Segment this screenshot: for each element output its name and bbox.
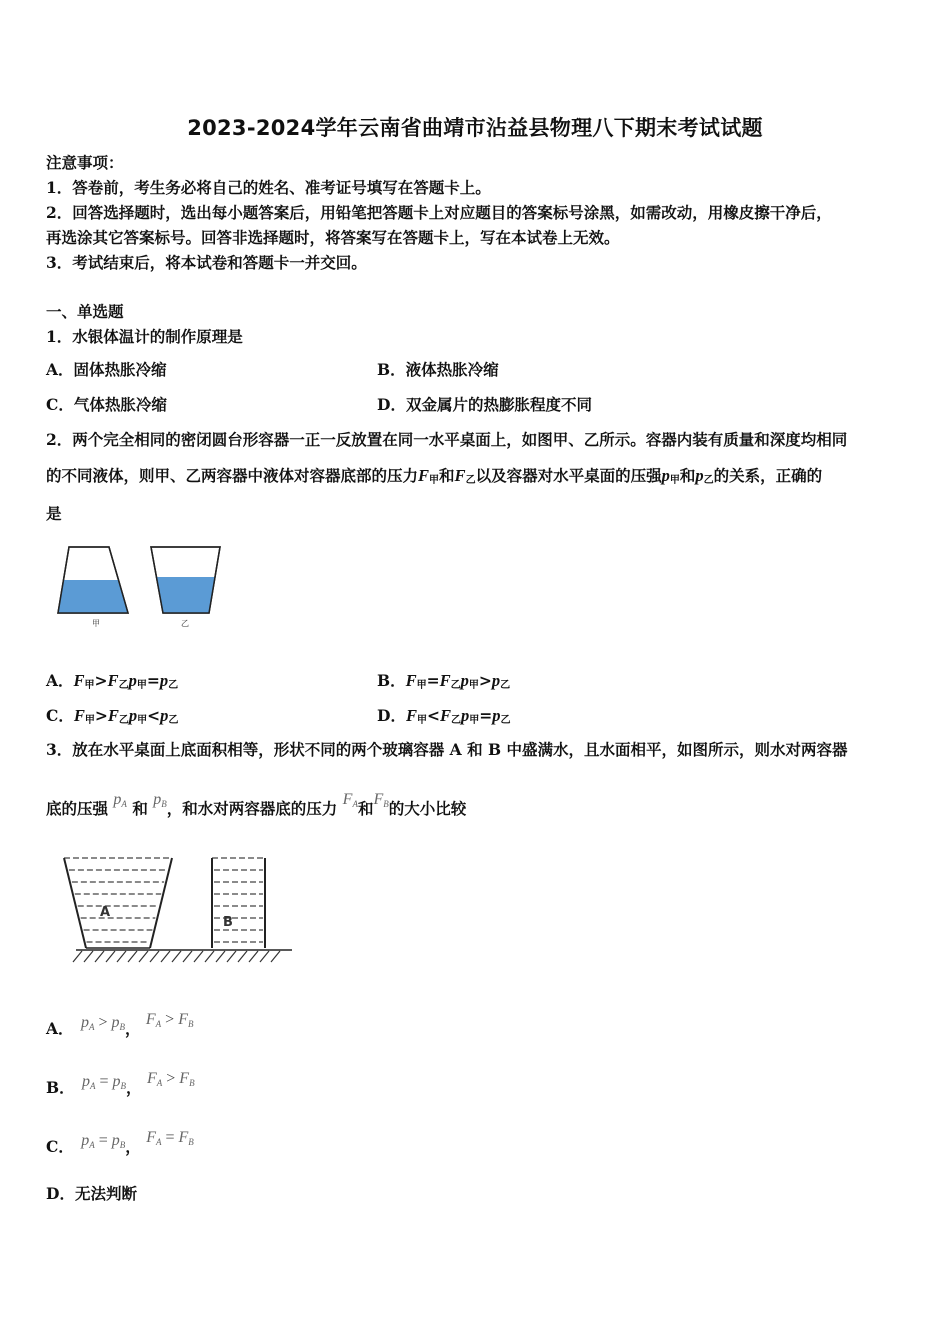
- notice-item-2a: 2．回答选择题时，选出每小题答案后，用铅笔把答题卡上对应题目的答案标号涂黑，如需改动，用橡皮擦干净后，: [46, 203, 832, 222]
- q2-fig-label-yi: 乙: [181, 619, 189, 628]
- q2-option-d[interactable]: D．$F_甲<F_乙p_甲=p_乙$: [377, 706, 511, 726]
- q3-hatch-line: [183, 951, 192, 962]
- q2-fig-label-jia: 甲: [92, 619, 100, 628]
- q3-option-a[interactable]: A． pA > pB， FA > FB: [46, 1011, 194, 1038]
- q1-option-c[interactable]: C．气体热胀冷缩: [46, 395, 167, 414]
- q3-hatch-line: [227, 951, 236, 962]
- q3-container-b: [212, 858, 265, 948]
- q3-hatch-line: [95, 951, 104, 962]
- q3-hatch-line: [73, 951, 82, 962]
- q3-hatch-line: [139, 951, 148, 962]
- q3-fig-label-a: A: [100, 905, 111, 920]
- q3-table-hatch: [73, 951, 280, 962]
- q3-water-a: [69, 870, 167, 942]
- q3-water-b: [214, 870, 263, 942]
- q3-option-b[interactable]: B． pA = pB， FA > FB: [46, 1070, 195, 1097]
- q1-option-a[interactable]: A．固体热胀冷缩: [46, 360, 167, 379]
- q3-fig-label-b: B: [223, 915, 233, 930]
- q3-hatch-line: [161, 951, 170, 962]
- q3-hatch-line: [238, 951, 247, 962]
- q3-hatch-line: [106, 951, 115, 962]
- notice-item-3: 3．考试结束后，将本试卷和答题卡一并交回。: [46, 253, 367, 272]
- q3-hatch-line: [117, 951, 126, 962]
- q3-hatch-line: [271, 951, 280, 962]
- q2-option-b[interactable]: B．$F_甲=F_乙p_甲>p_乙$: [377, 671, 511, 691]
- q3-figure: [60, 850, 300, 968]
- q1-option-d[interactable]: D．双金属片的热膨胀程度不同: [377, 395, 592, 414]
- q2-option-a[interactable]: A．$F_甲>F_乙p_甲=p_乙$: [46, 671, 179, 691]
- q3-stem-line1: 3．放在水平桌面上底面积相等，形状不同的两个玻璃容器 A 和 B 中盛满水，且水面相平，如图所示，则水对两容器: [46, 740, 848, 759]
- notice-item-1: 1．答卷前，考生务必将自己的姓名、准考证号填写在答题卡上。: [46, 178, 491, 197]
- q2-liquid-jia: [58, 580, 128, 613]
- notice-heading: 注意事项：: [46, 153, 124, 172]
- q2-stem-line2: 的不同液体，则甲、乙两容器中液体对容器底部的压力$F_甲$和$F_乙$以及容器对水平桌面的压强$p_甲$和$p_乙$的关系，正确的: [46, 466, 823, 486]
- q1-option-b[interactable]: B．液体热胀冷缩: [377, 360, 499, 379]
- q3-container-a: [64, 858, 172, 948]
- q3-hatch-line: [172, 951, 181, 962]
- q3-hatch-line: [150, 951, 159, 962]
- q2-stem-line3: 是: [46, 504, 62, 523]
- q3-hatch-line: [194, 951, 203, 962]
- q3-stem-line2: 底的压强 pA 和 pB，和水对两容器底的压力 FA和FB的大小比较: [46, 791, 467, 818]
- q2-option-c[interactable]: C．$F_甲>F_乙p_甲<p_乙$: [46, 706, 179, 726]
- q2-stem-line1: 2．两个完全相同的密闭圆台形容器一正一反放置在同一水平桌面上，如图甲、乙所示。容器内装有质量和深度均相同: [46, 430, 848, 449]
- q2-liquid-yi: [156, 577, 215, 613]
- q1-stem: 1．水银体温计的制作原理是: [46, 327, 243, 346]
- page-title: 2023-2024学年云南省曲靖市沾益县物理八下期末考试试题: [187, 116, 763, 140]
- section-heading: 一、单选题: [46, 302, 124, 321]
- notice-item-2b: 再选涂其它答案标号。回答非选择题时，将答案写在答题卡上，写在本试卷上无效。: [46, 228, 620, 247]
- q3-hatch-line: [216, 951, 225, 962]
- q2-figure: [50, 540, 230, 632]
- q3-hatch-line: [205, 951, 214, 962]
- q3-option-c[interactable]: C． pA = pB， FA = FB: [46, 1129, 194, 1156]
- q3-hatch-line: [128, 951, 137, 962]
- q3-option-d[interactable]: D．无法判断: [46, 1184, 137, 1203]
- q3-hatch-line: [249, 951, 258, 962]
- q3-hatch-line: [84, 951, 93, 962]
- q3-hatch-line: [260, 951, 269, 962]
